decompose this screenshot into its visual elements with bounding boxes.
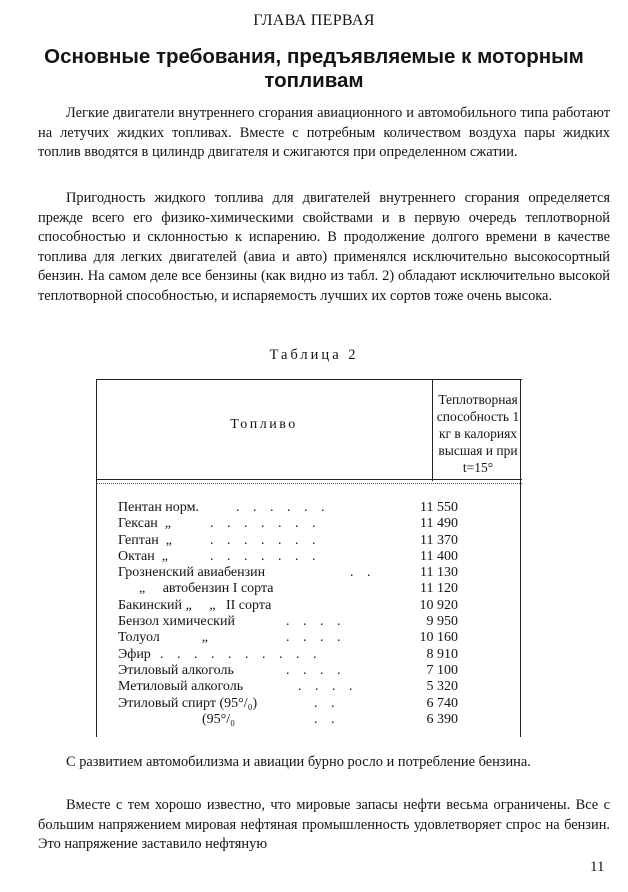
heat-value: 6 390: [426, 711, 458, 727]
table-row: [118, 679, 468, 695]
leader-dots: . . . . . . .: [210, 548, 321, 564]
paragraph-suitability: Пригодность жидкого топлива для двигателей внутреннего сгорания определяется прежде всего его физико-химическими свойствами и в первую очередь теплотворной способностью и склонностью к испарению. В продолжение долгого времени в качестве топлива для легких двигателей (авиа и авто) применялся исключительно высокосортный бензин. На самом деле все бензины (как видно из табл. 2) обладают исключительно высокой теплотворной способностью, и испаряемость лучших их сортов тоже очень высока.: [38, 190, 610, 304]
fuel-name: Этиловый алкоголь: [118, 662, 234, 678]
leader-dots: . . . .: [286, 630, 346, 646]
column-header-fuel: Топливо: [230, 417, 298, 432]
fuel-name: (95°/₀: [118, 711, 236, 727]
leader-dots: . . . . . .: [236, 500, 330, 515]
fuel-name: Пентан норм.: [118, 500, 199, 515]
paragraph-reserves: Вместе с тем хорошо известно, что мировые запасы нефти весьма ограничены. Все с большим напряжением мировая нефтяная промышленность удовлетворяет спрос на бензин. Это напряжение заставило нефтяную: [38, 797, 610, 852]
fuel-name: Этиловый спирт (95°/₀): [118, 695, 258, 711]
leader-dots: . . . .: [298, 679, 358, 695]
heat-value: 10 160: [419, 630, 458, 646]
table-row: [118, 533, 468, 549]
table-row: [118, 663, 468, 679]
paragraph-growth: С развитием автомобилизма и авиации бурно росло и потребление бензина.: [66, 754, 531, 770]
heat-value: 5 320: [426, 679, 458, 695]
table-row: [118, 516, 468, 532]
heat-value: 11 370: [420, 532, 458, 548]
heat-value: 10 920: [419, 597, 458, 613]
column-header-heat-value: Теплотворная способность 1 кг в калориях высшая и при t=15°: [436, 392, 520, 475]
heat-value: 7 100: [426, 662, 458, 678]
fuel-name: Грозненский авиабензин: [118, 565, 266, 581]
heat-value: 9 950: [426, 614, 458, 630]
table-row: [118, 630, 468, 646]
table-top-rule: [96, 379, 522, 380]
chapter-heading: ГЛАВА ПЕРВАЯ: [253, 12, 375, 29]
heat-value: 11 120: [420, 581, 458, 597]
table-right-rule: [520, 379, 521, 737]
leader-dots: . . . . . . .: [210, 532, 321, 548]
table-row: [118, 598, 468, 614]
table-caption: Таблица 2: [269, 347, 359, 363]
heat-value: 8 910: [426, 646, 458, 662]
table-row: [118, 696, 468, 712]
page-number: 11: [590, 859, 605, 875]
leader-dots: . .: [350, 565, 376, 581]
fuel-name: Бензол химический: [118, 614, 235, 630]
heat-value: 6 740: [426, 695, 458, 711]
fuel-name: Октан „: [118, 548, 168, 564]
leader-dots: . . . . . . .: [210, 516, 321, 532]
table-row: [118, 647, 468, 663]
table-row: [118, 712, 468, 728]
table-header-dotted-rule: [96, 483, 522, 484]
leader-dots: . . . .: [286, 614, 346, 630]
table-column-divider: [432, 379, 433, 481]
leader-dots: . . . .: [286, 662, 346, 678]
table-header-rule: [96, 479, 522, 480]
fuel-name: Метиловый алкоголь: [118, 679, 244, 695]
table-row: [118, 549, 468, 565]
table-body: [118, 500, 468, 728]
fuel-name: Гептан „: [118, 532, 172, 548]
fuel-name: „ автобензин I сорта: [118, 581, 274, 597]
fuel-name: Гексан „: [118, 516, 171, 532]
table-row: [118, 614, 468, 630]
leader-dots: . .: [314, 695, 340, 711]
paragraph-intro: Легкие двигатели внутреннего сгорания авиационного и автомобильного типа работают на летучих жидких топливах. Вместе с потребным количеством воздуха пары жидких топлив вводятся в цилиндр двигателя и сжигаются при определенном сжатии.: [38, 105, 610, 160]
section-title: Основные требования, предъявляемые к моторным топливам: [44, 45, 584, 92]
fuel-name: Эфир: [118, 646, 151, 662]
heat-value: 11 130: [420, 565, 458, 581]
table-row: [118, 581, 468, 597]
fuel-name: Толуол „: [118, 630, 208, 646]
heat-value: 11 490: [420, 516, 458, 532]
fuel-name: Бакинский „ „ II сорта: [118, 597, 272, 613]
leader-dots: . . . . . . . . . .: [160, 646, 322, 662]
leader-dots: . .: [314, 711, 340, 727]
table-row: [118, 500, 468, 516]
table-row: [118, 565, 468, 581]
heat-value: 11 400: [420, 548, 458, 564]
heat-value: 11 550: [420, 500, 458, 515]
